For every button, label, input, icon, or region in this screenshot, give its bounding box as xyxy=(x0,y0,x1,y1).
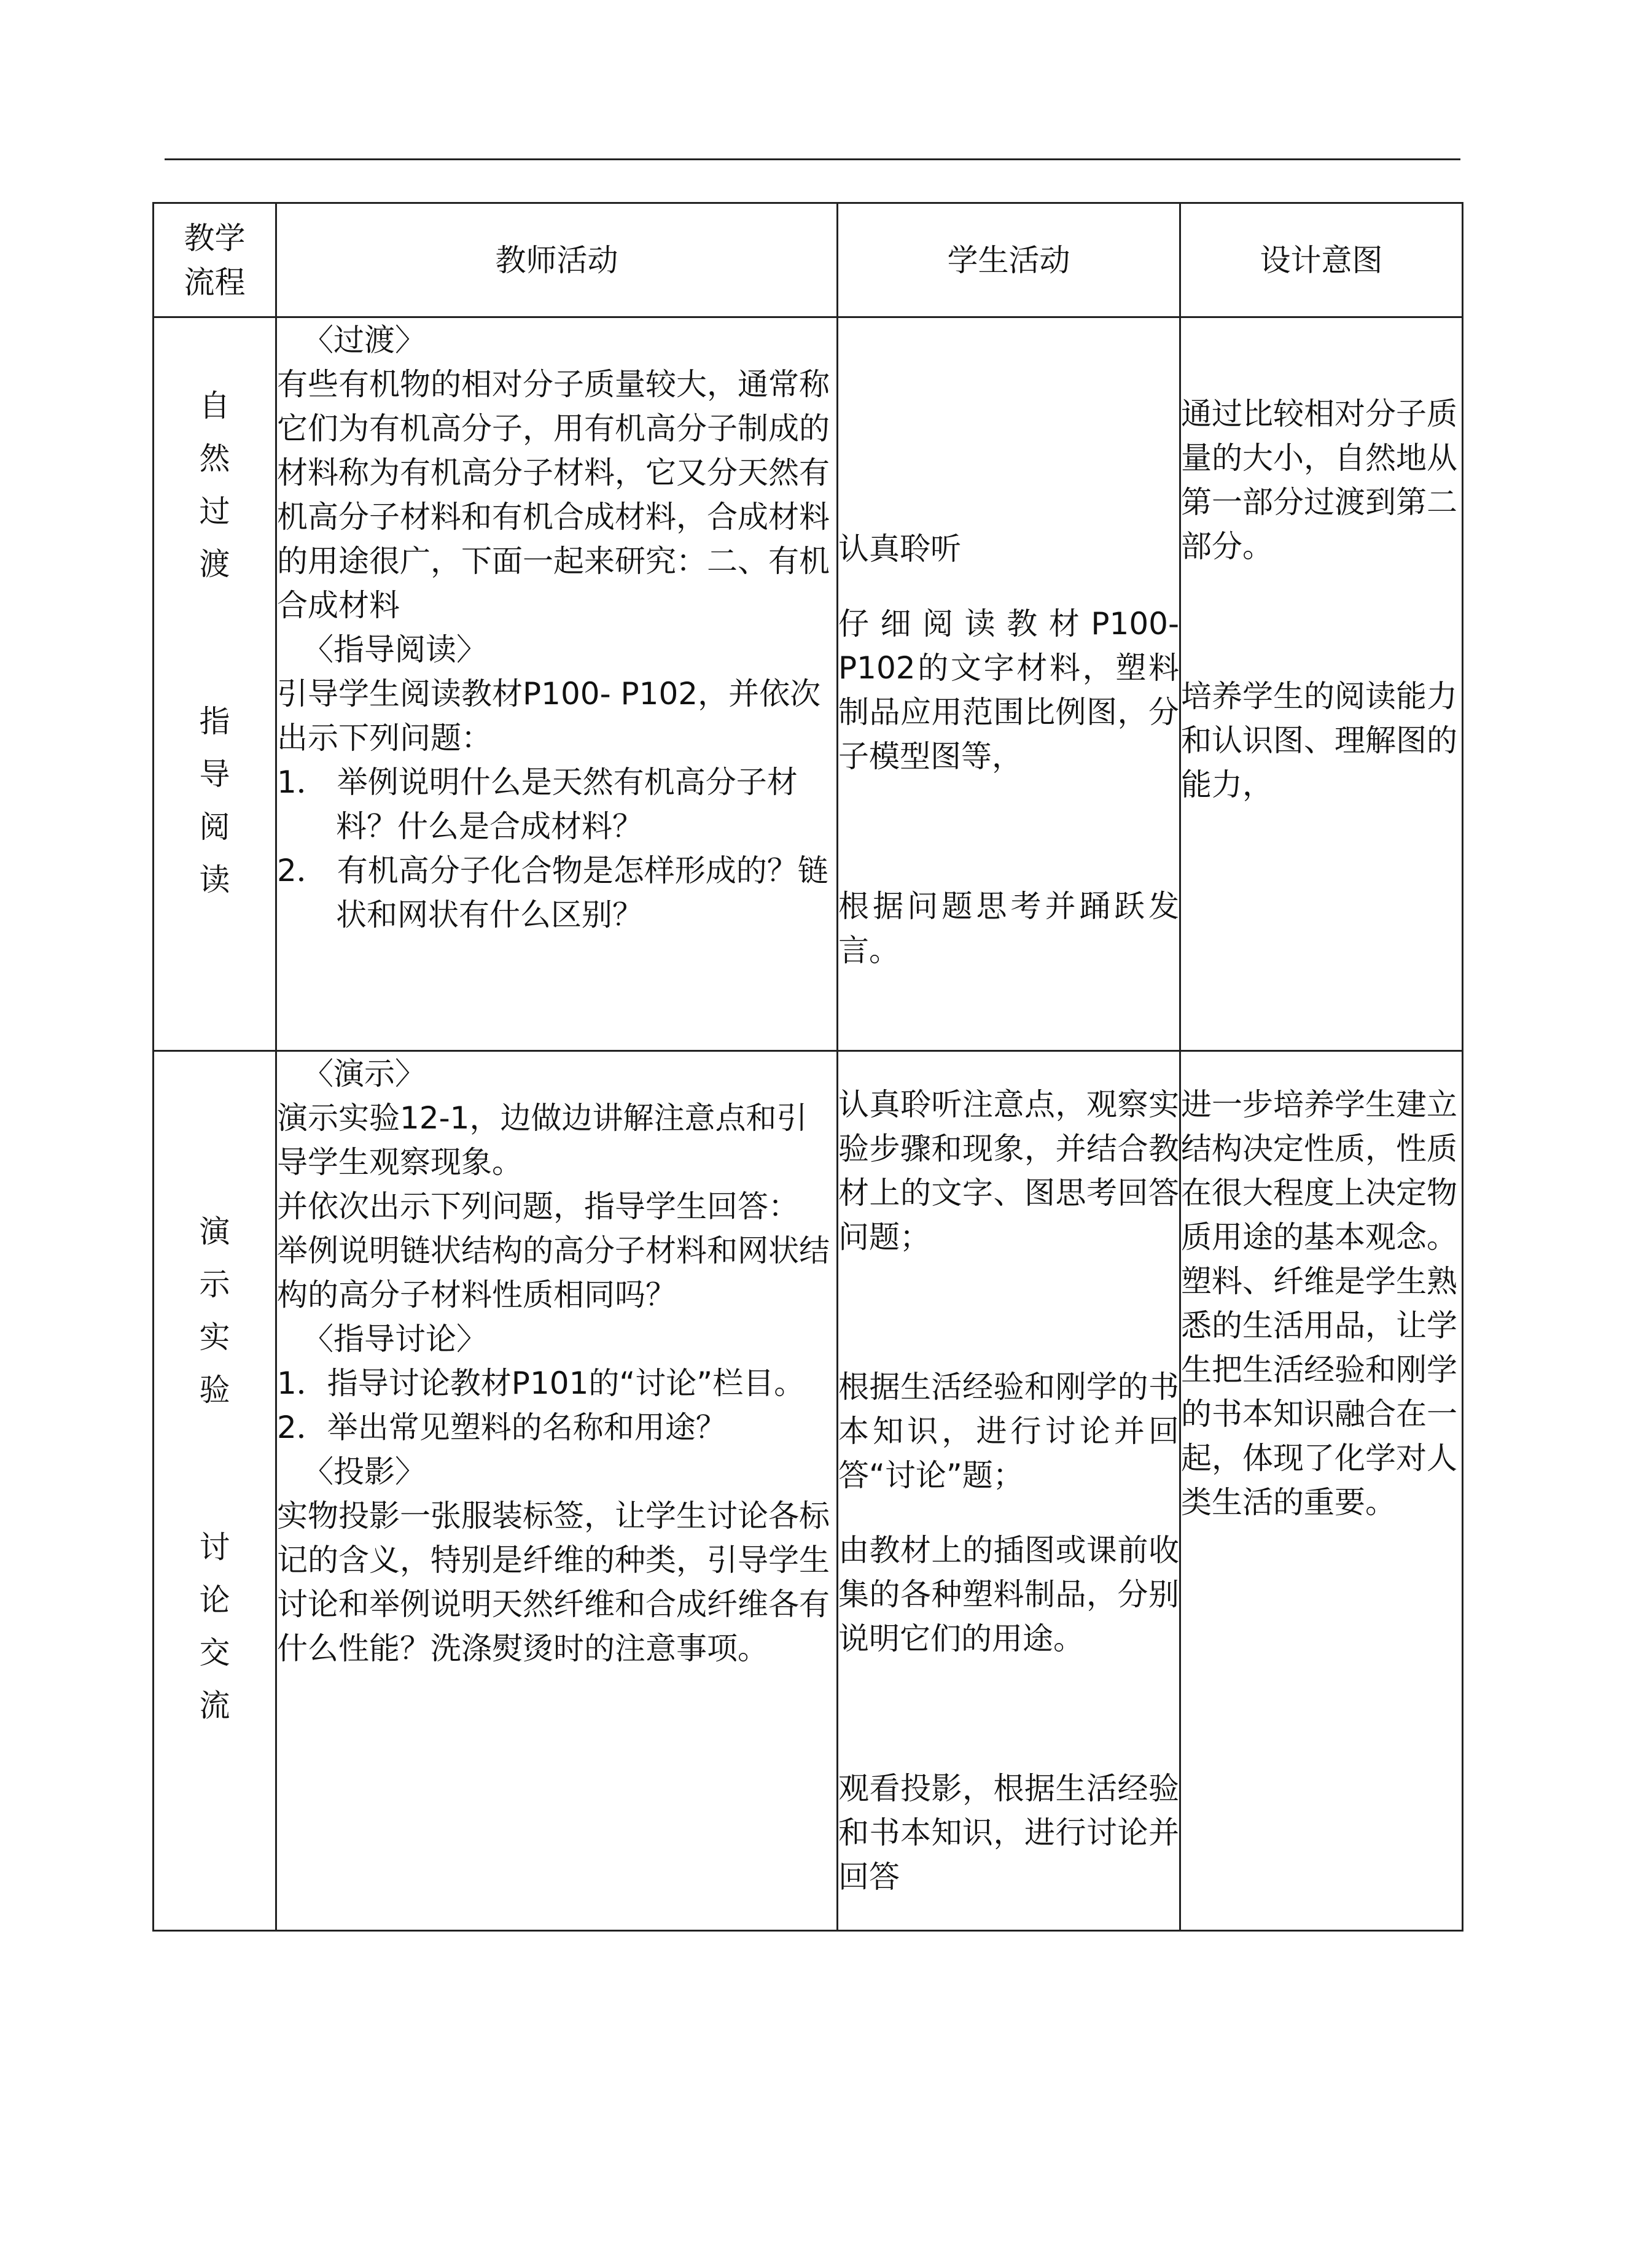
stage-char: 渡 xyxy=(199,546,230,582)
student-text: 仔细阅读教材P100- P102的文字材料，塑料制品应用范围比例图，分子模型图等， xyxy=(838,606,1179,774)
student-text: 认真聆听注意点，观察实验步骤和现象，并结合教材上的文字、图思考回答问题； xyxy=(838,1087,1179,1255)
section-tag: 〈指导阅读〉 xyxy=(303,632,487,667)
student-text: 观看投影，根据生活经验和书本知识，进行讨论并回答 xyxy=(838,1771,1179,1895)
header-design-intent: 设计意图 xyxy=(1180,203,1463,317)
student-text: 由教材上的插图或课前收集的各种塑料制品，分别说明它们的用途。 xyxy=(838,1532,1179,1656)
section-tag: 〈演示〉 xyxy=(303,1056,426,1092)
section-tag: 〈指导讨论〉 xyxy=(303,1321,487,1357)
header-rule xyxy=(165,158,1460,160)
design-text: 通过比较相对分子质量的大小，自然地从第一部分过渡到第二部分。 xyxy=(1181,396,1457,564)
stage-char: 过 xyxy=(199,494,230,529)
question-item: 1． 举例说明什么是天然有机高分子材料？什么是合成材料？ xyxy=(277,764,798,844)
design-intent-cell xyxy=(1180,317,1463,1051)
discussion-item: 1．指导讨论教材P101的“讨论”栏目。 xyxy=(277,1365,805,1401)
section-tag: 〈投影〉 xyxy=(303,1454,426,1489)
header-flow-line2: 流程 xyxy=(184,264,246,300)
teacher-activity-cell xyxy=(276,317,838,1051)
student-activity-cell xyxy=(838,1051,1180,1931)
stage-char: 指 xyxy=(199,704,230,739)
teacher-paragraph: 演示实验12-1，边做边讲解注意点和引导学生观察现象。 xyxy=(277,1100,808,1180)
stage-char: 读 xyxy=(199,862,230,898)
teacher-paragraph: 引导学生阅读教材P100- P102，并依次出示下列问题： xyxy=(277,676,821,756)
student-activity-cell xyxy=(838,317,1180,1051)
question-item: 2． 有机高分子化合物是怎样形成的？链状和网状有什么区别？ xyxy=(277,853,828,933)
stage-char: 实 xyxy=(199,1319,230,1355)
stage-char: 讨 xyxy=(199,1529,230,1565)
teacher-paragraph: 举例说明链状结构的高分子材料和网状结构的高分子材料性质相同吗？ xyxy=(277,1233,830,1313)
stage-char: 导 xyxy=(199,756,230,792)
table-row xyxy=(154,317,1463,1051)
teacher-activity-cell xyxy=(276,1051,838,1931)
teacher-paragraph: 实物投影一张服装标签，让学生讨论各标记的含义，特别是纤维的种类，引导学生讨论和举例说明天然纤维和合成纤维各有什么性能？洗涤熨烫时的注意事项。 xyxy=(277,1498,830,1666)
stage-char: 示 xyxy=(199,1267,230,1302)
section-tag: 〈过渡〉 xyxy=(303,322,426,358)
stage-char: 演 xyxy=(199,1214,230,1249)
design-text: 进一步培养学生建立结构决定性质，性质在很大程度上决定物质用途的基本观念。塑料、纤维是学生熟悉的生活用品，让学生把生活经验和刚学的书本知识融合在一起，体现了化学对人类生活的重要。 xyxy=(1181,1087,1457,1520)
header-teaching-flow xyxy=(154,203,276,317)
stage-char: 交 xyxy=(199,1635,230,1671)
stage-char: 阅 xyxy=(199,809,230,845)
stage-char: 自 xyxy=(199,388,230,424)
header-teacher-activity: 教师活动 xyxy=(276,203,838,317)
stage-char: 然 xyxy=(199,441,230,476)
student-text: 根据生活经验和刚学的书本知识，进行讨论并回答“讨论”题； xyxy=(838,1369,1179,1493)
stage-cell xyxy=(154,1051,276,1931)
table-header-row xyxy=(154,203,1463,317)
student-text: 根据问题思考并踊跃发言。 xyxy=(838,888,1179,968)
stage-char: 验 xyxy=(199,1372,230,1408)
header-student-activity: 学生活动 xyxy=(838,203,1180,317)
teacher-paragraph: 并依次出示下列问题，指导学生回答： xyxy=(277,1189,799,1224)
stage-char: 流 xyxy=(199,1688,230,1723)
stage-char: 论 xyxy=(199,1582,230,1618)
student-text: 认真聆听 xyxy=(838,531,961,567)
design-text: 培养学生的阅读能力和认识图、理解图的能力， xyxy=(1181,678,1457,802)
discussion-item: 2．举出常见塑料的名称和用途？ xyxy=(277,1410,727,1445)
design-intent-cell xyxy=(1180,1051,1463,1931)
lesson-plan-table xyxy=(152,202,1463,1932)
header-flow-line1: 教学 xyxy=(184,220,246,256)
table-row xyxy=(154,1051,1463,1931)
stage-cell xyxy=(154,317,276,1051)
teacher-paragraph: 有些有机物的相对分子质量较大，通常称它们为有机高分子，用有机高分子制成的材料称为有机高分子材料，它又分天然有机高分子材料和有机合成材料，合成材料的用途很广，下面一起来研究：二、有机合成材料 xyxy=(277,367,830,623)
